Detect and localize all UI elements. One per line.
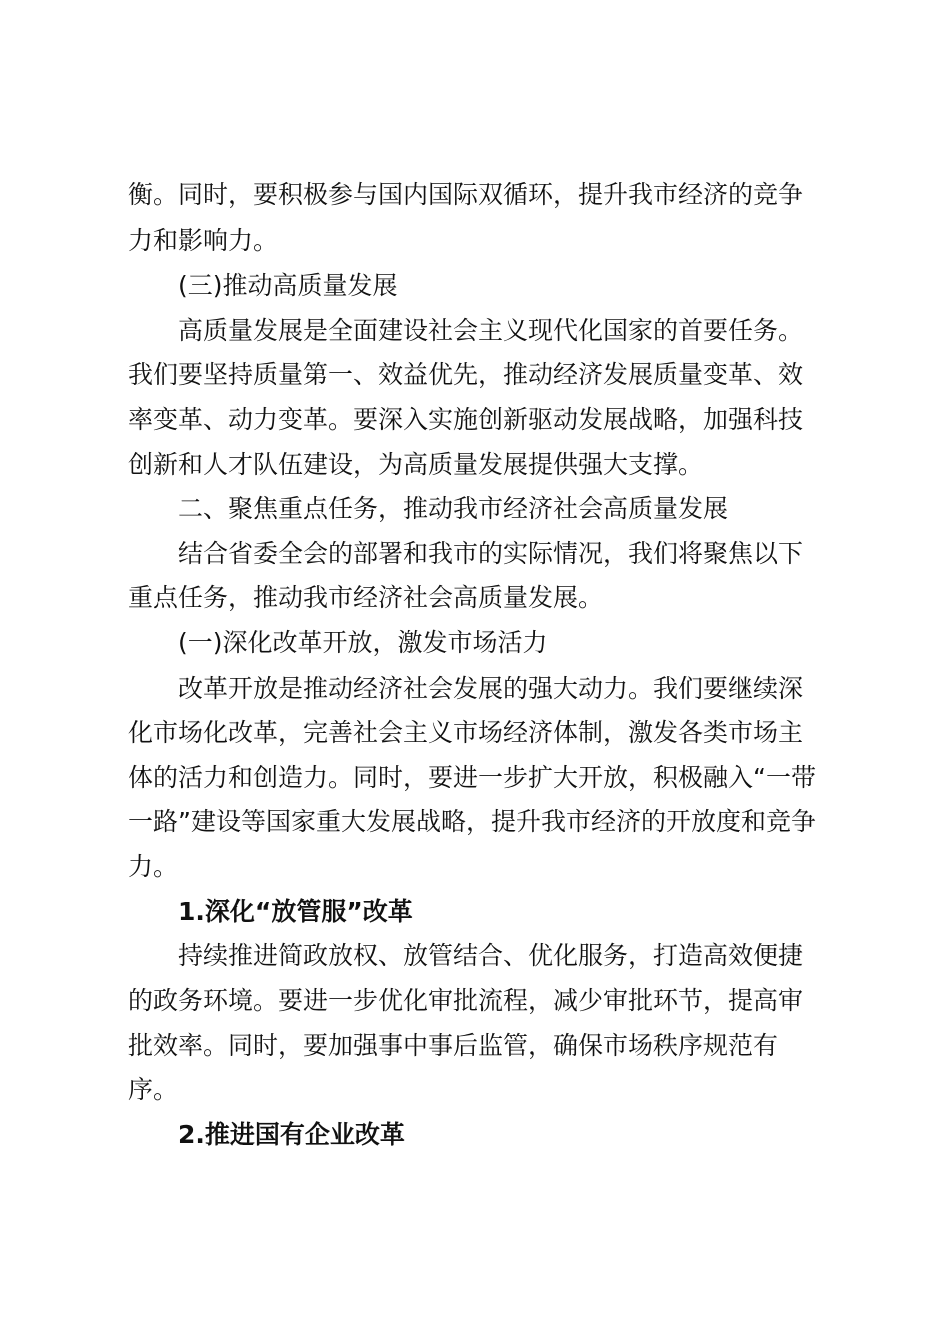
- body-text-line: 我们要坚持质量第一、效益优先，推动经济发展质量变革、效: [128, 360, 804, 389]
- body-text-line: 高质量发展是全面建设社会主义现代化国家的首要任务。: [178, 316, 804, 345]
- subheading-1: (一)深化改革开放，激发市场活力: [178, 628, 548, 657]
- section-heading-2: 二、聚焦重点任务，推动我市经济社会高质量发展: [178, 494, 729, 523]
- body-text-line: 创新和人才队伍建设，为高质量发展提供强大支撑。: [128, 450, 704, 479]
- body-text-line: 化市场化改革，完善社会主义市场经济体制，激发各类市场主: [128, 718, 804, 747]
- body-text-line: 持续推进简政放权、放管结合、优化服务，打造高效便捷: [178, 941, 804, 970]
- body-text-line: 一路”建设等国家重大发展战略，提升我市经济的开放度和竞争: [128, 807, 816, 836]
- body-text-line: 体的活力和创造力。同时，要进一步扩大开放，积极融入“一带: [128, 763, 816, 792]
- body-text-line: 改革开放是推动经济社会发展的强大动力。我们要继续深: [178, 674, 804, 703]
- body-text-line: 衡。同时，要积极参与国内国际双循环，提升我市经济的竞争: [128, 180, 804, 209]
- body-text-line: 力和影响力。: [128, 226, 279, 255]
- body-text-line: 批效率。同时，要加强事中事后监管，确保市场秩序规范有: [128, 1031, 779, 1060]
- numbered-heading-1: 1.深化“放管服”改革: [178, 897, 413, 926]
- subheading-3: (三)推动高质量发展: [178, 271, 398, 300]
- body-text-line: 重点任务，推动我市经济社会高质量发展。: [128, 583, 604, 612]
- body-text-line: 力。: [128, 852, 179, 881]
- body-text-line: 的政务环境。要进一步优化审批流程，减少审批环节，提高审: [128, 986, 804, 1015]
- numbered-heading-2: 2.推进国有企业改革: [178, 1120, 405, 1149]
- body-text-line: 率变革、动力变革。要深入实施创新驱动发展战略，加强科技: [128, 405, 804, 434]
- body-text-line: 序。: [128, 1075, 179, 1104]
- body-text-line: 结合省委全会的部署和我市的实际情况，我们将聚焦以下: [178, 539, 804, 568]
